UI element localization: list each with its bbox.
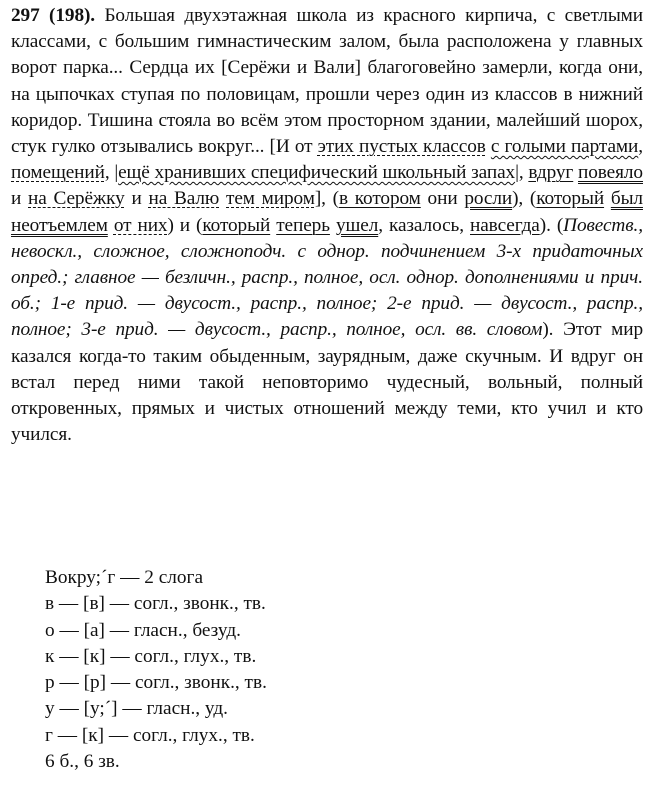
underlined-object: на Валю bbox=[148, 188, 220, 210]
analysis-line: р — [р] — согл., звонк., тв. bbox=[45, 672, 267, 694]
analysis-line: Вокру;´г — 2 слога bbox=[45, 567, 203, 588]
text-segment: ) и ( bbox=[167, 214, 203, 236]
exercise-number: 297 (198). bbox=[11, 5, 96, 26]
underlined-object: от них bbox=[113, 214, 168, 236]
text-segment: они bbox=[420, 188, 465, 210]
underlined-subject: который bbox=[536, 188, 605, 210]
text-segment: ). ( bbox=[539, 214, 564, 236]
underlined-subject: который bbox=[202, 214, 271, 236]
phonetic-analysis bbox=[45, 565, 267, 775]
underlined-object: этих пустых классов bbox=[317, 136, 486, 158]
underlined-adverbial: в котором bbox=[338, 188, 421, 210]
analysis-line: к — [к] — согл., глух., тв. bbox=[45, 645, 257, 667]
text-segment: , bbox=[638, 136, 643, 158]
text-segment: и bbox=[124, 188, 149, 210]
underlined-adverbial: теперь bbox=[276, 214, 330, 236]
text-segment: , казалось, bbox=[378, 214, 470, 236]
analysis-line: г — [к] — согл., глух., тв. bbox=[45, 724, 255, 746]
analysis-line: 6 б., 6 зв. bbox=[45, 751, 120, 773]
text-segment: ), ( bbox=[512, 188, 537, 210]
underlined-participle-phrase: ещё хранивших специфический школьный запах bbox=[118, 162, 516, 184]
text-segment: ). Этот мир казался когда-то таким обыденным, заурядным, даже скучным. И вдруг он встал перед ними такой неповторимо чудесный, вольный, полный откровенных, прямых и чистых отношений между теми, кто учил и кто учился. bbox=[11, 319, 644, 446]
text-segment: и bbox=[11, 188, 29, 210]
underlined-predicate: ушел bbox=[335, 214, 379, 236]
underlined-adverbial: вдруг bbox=[528, 162, 574, 184]
text-segment bbox=[604, 188, 611, 209]
text-segment: |, bbox=[515, 162, 529, 184]
analysis-line: у — [у;´] — гласн., уд. bbox=[45, 698, 228, 720]
underlined-object: помещений bbox=[11, 162, 105, 184]
underlined-object: на Серёжку bbox=[28, 188, 125, 210]
text-segment: ], ( bbox=[314, 188, 339, 210]
underlined-object: тем миром bbox=[226, 188, 315, 210]
sentence-analysis-italic: Повеств., невоскл., сложное, сложноподч. с однор. подчинением 3-х придаточных опред.; главное — безличн., распр., полное, осл. однор. дополнениями и прич. об.; 1-е прид. — двусост., распр., полное; 2-е прид. — двусост., распр., полное; 3-е прид. — двусост., распр., полное, осл. вв. словом bbox=[11, 214, 643, 341]
underlined-predicate: повеяло bbox=[578, 162, 643, 184]
text-segment: , | bbox=[104, 162, 119, 184]
text-segment bbox=[219, 188, 226, 209]
text-segment: Большая двухэтажная школа из красного кирпича, с светлыми классами, с большим гимнастическим залом, была расположена у главных ворот парка... Сердца их [Серёжи и Вали] благоговейно замерли, когда они, на цыпочках ступая по половицам, прошли через один из классов в нижний коридор. Тишина стояла во всём этом просторном здании, малейший шорох, стук гулко отзывались вокруг... [И от bbox=[11, 5, 643, 158]
underlined-attribute: с голыми партами bbox=[490, 136, 639, 158]
underlined-adverbial: навсегда bbox=[470, 214, 540, 236]
underlined-predicate: был неотъемлем bbox=[11, 188, 643, 236]
analysis-line: о — [а] — гласн., безуд. bbox=[45, 619, 241, 641]
exercise-text bbox=[11, 3, 643, 448]
underlined-predicate: росли bbox=[464, 188, 513, 210]
analysis-line: в — [в] — согл., звонк., тв. bbox=[45, 593, 266, 615]
